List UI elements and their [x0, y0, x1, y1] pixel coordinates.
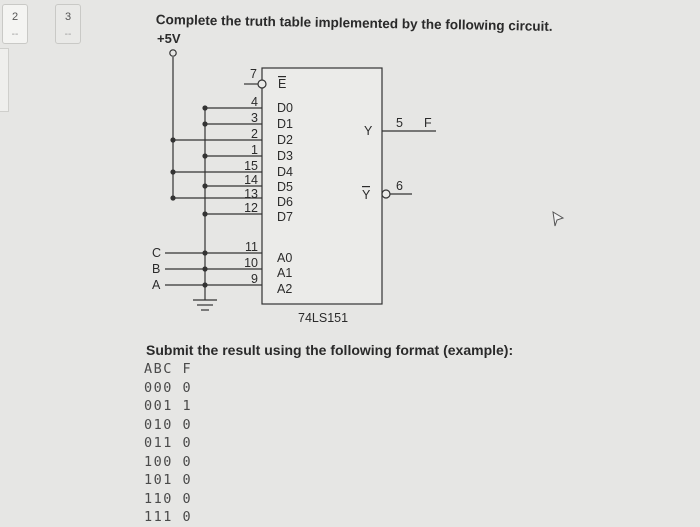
pin-label-d7: D7 [277, 210, 293, 224]
tab-label: 3 [64, 11, 72, 23]
pin-number-a1: 10 [244, 256, 258, 270]
pin-number-a0: 11 [245, 240, 258, 254]
pin-label-d6: D6 [277, 195, 293, 209]
input-label-a: A [152, 278, 161, 292]
ybar-bubble [382, 190, 390, 198]
pin-label-d1: D1 [277, 117, 293, 131]
truth-table-row: 100 0 [144, 453, 193, 470]
pin-label-d5: D5 [277, 180, 293, 194]
output-y-pin: 5 [396, 116, 403, 130]
junction-dot [202, 266, 207, 271]
enable-bubble [258, 80, 266, 88]
pin-label-a1: A1 [277, 266, 293, 280]
chip-name: 74LS151 [298, 311, 349, 325]
enable-overbar [278, 76, 286, 77]
pin-number-d2: 2 [251, 127, 258, 141]
input-label-c: C [152, 246, 162, 260]
junction-dot [170, 195, 175, 200]
pin-number-d3: 1 [251, 143, 258, 157]
tab-marker: -- [11, 29, 19, 40]
pin-number-d4: 15 [244, 159, 258, 173]
truth-table-row: 011 0 [144, 435, 193, 451]
pin-number-d0: 4 [251, 95, 258, 109]
output-ybar-pin: 6 [396, 179, 403, 193]
junction-dot [202, 250, 207, 255]
pin-label-a0: A0 [277, 251, 293, 265]
truth-table-row: 110 0 [144, 490, 193, 507]
ybar-overbar [362, 186, 370, 187]
junction-dot [202, 153, 207, 158]
tab-marker: -- [64, 29, 72, 40]
truth-table-row: 010 0 [144, 416, 193, 433]
output-ybar-label: Y [362, 188, 371, 202]
truth-table-row: 000 0 [144, 379, 193, 396]
junction-dot [202, 105, 207, 110]
pin-number-d5: 14 [244, 173, 258, 187]
submission-instruction: Submit the result using the following format (example): [146, 342, 514, 358]
pin-number-d6: 13 [244, 187, 258, 201]
pin-label-d3: D3 [277, 149, 293, 163]
output-y-label: Y [364, 124, 373, 138]
pin-label-d0: D0 [277, 101, 293, 115]
supply-terminal [170, 50, 176, 56]
truth-table-header: ABC F [144, 361, 193, 377]
mouse-cursor-icon [553, 212, 563, 226]
output-f-label: F [424, 116, 432, 130]
junction-dot [202, 121, 207, 126]
example-truth-table [144, 360, 192, 527]
junction-dot [170, 137, 175, 142]
enable-label: E [278, 77, 287, 91]
truth-table-row: 101 0 [144, 472, 193, 488]
junction-dot [202, 282, 207, 287]
pin-number-d7: 12 [244, 201, 258, 215]
enable-pin-number: 7 [250, 67, 257, 81]
pin-label-d4: D4 [277, 165, 293, 179]
pin-number-d1: 3 [251, 111, 258, 125]
tab-label: 2 [11, 11, 19, 23]
truth-table-row: 001 1 [144, 398, 193, 414]
truth-table-row: 111 0 [144, 509, 193, 525]
junction-dot [170, 169, 175, 174]
pin-label-d2: D2 [277, 133, 293, 147]
junction-dot [202, 211, 207, 216]
supply-label: +5V [157, 31, 181, 46]
pin-number-a2: 9 [251, 272, 258, 286]
question-title: Complete the truth table implemented by the following circuit. [155, 12, 553, 34]
junction-dot [202, 183, 207, 188]
pin-label-a2: A2 [277, 282, 293, 296]
input-label-b: B [152, 262, 161, 276]
